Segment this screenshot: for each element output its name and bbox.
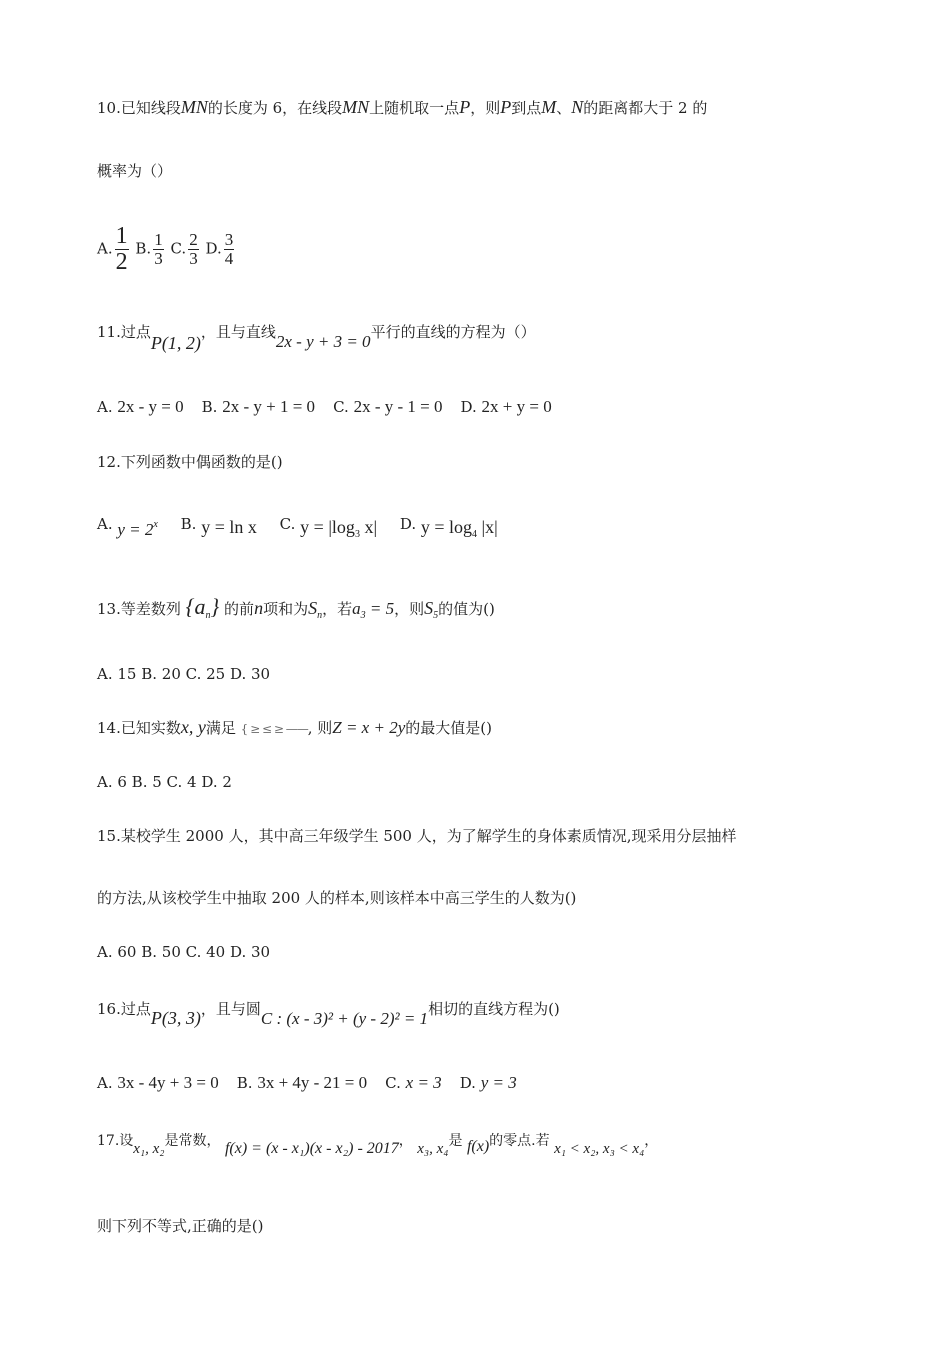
q14-objective: Z = x + 2y (332, 718, 406, 737)
q16-stem (97, 999, 560, 1028)
q10-point-m: M (541, 97, 557, 117)
q13-text-3: 项和为 (263, 600, 309, 618)
q17-text-6: ， (644, 1133, 659, 1149)
q12-option-d-label: D. (399, 515, 417, 533)
q13-text-4: ，若 (322, 600, 353, 618)
q11-option-c-label: C. (333, 398, 349, 416)
q10-text-5: 到点 (511, 99, 542, 117)
q10-option-b-label: B. (135, 239, 152, 258)
q10-option-b-fraction: $\frac{1}{3}$ (154, 230, 163, 269)
q12-option-d: $y = \log_4 |x|$ (420, 517, 498, 540)
q16-option-c-label: C. (385, 1074, 401, 1092)
q13-text-1: 13.等差数列 (97, 600, 181, 618)
q16-circle-equation: C : (x - 3)² + (y - 2)² = 1 (260, 1009, 429, 1028)
q10-option-c-label: C. (170, 239, 187, 258)
q10-segment-mn: MN (180, 97, 208, 117)
q10-text-4: ，则 (470, 99, 501, 117)
q15-options: A. 60 B. 50 C. 40 D. 30 (97, 943, 271, 961)
q13-a3: $a_3 = 5$ (352, 599, 395, 621)
q13-text-6: 的值为() (438, 600, 495, 618)
q16-option-a-label: A. (97, 1074, 113, 1092)
q16-text-3: 相切的直线方程为() (428, 1000, 560, 1018)
q17-stem-line1 (97, 1133, 659, 1157)
q11-text-2: ，且与直线 (200, 323, 276, 341)
q16-option-b-label: B. (236, 1074, 253, 1092)
q15-stem-line1: 15.某校学生 2000 人，其中高三年级学生 500 人，为了解学生的身体素质情况,现采用分层抽样 (97, 827, 737, 845)
q16-option-a: 3x - 4y + 3 = 0 (117, 1073, 219, 1092)
q17-text-4: 是 (448, 1133, 463, 1149)
q11-option-b-label: B. (201, 398, 218, 416)
q16-option-b: 3x + 4y - 21 = 0 (257, 1073, 368, 1092)
q12-option-b-label: B. (180, 515, 197, 533)
q14-stem (97, 718, 492, 736)
q11-point: P(1, 2) (150, 333, 201, 353)
q10-segment-mn-2: MN (342, 97, 370, 117)
q12-option-c-label: C. (279, 515, 296, 533)
q10-options (97, 224, 236, 275)
q14-options: A. 6 B. 5 C. 4 D. 2 (97, 773, 232, 791)
q10-text-6: 的距离都大于 2 的 (583, 99, 708, 117)
q12-option-c: $y = |\log_3$ x| (300, 517, 378, 540)
q10-option-d-fraction: $\frac{3}{4}$ (224, 230, 234, 269)
q10-text-1: 10.已知线段 (97, 99, 181, 117)
q11-text-1: 11.过点 (97, 323, 151, 341)
q10-separator: 、 (556, 99, 572, 117)
q10-text-3: 上随机取一点 (369, 99, 460, 117)
q17-function: f(x) = (x - x₁)(x - x₂) - 2017 (224, 1140, 399, 1157)
q14-text-1: 14.已知实数 (97, 719, 181, 737)
q13-options: A. 15 B. 20 C. 25 D. 30 (97, 665, 271, 683)
q12-option-b: y = ln x (201, 517, 257, 537)
q11-line-equation: 2x - y + 3 = 0 (275, 332, 371, 351)
q11-option-d-label: D. (460, 398, 477, 416)
q13-sum-sn: $S_n$ (308, 598, 323, 621)
q16-option-c: x = 3 (405, 1073, 442, 1092)
q12-stem: 12.下列函数中偶函数的是() (97, 453, 283, 471)
q10-stem-line2: 概率为（） (97, 162, 173, 180)
q16-option-d: y = 3 (480, 1073, 517, 1092)
q13-s5: $S_5$ (424, 598, 439, 621)
q14-vars: x, y (180, 717, 206, 737)
q10-point-n: N (571, 97, 584, 117)
q17-stem-line2: 则下列不等式,正确的是() (97, 1217, 264, 1235)
q12-option-a: $y = 2^x$ (117, 519, 158, 539)
q11-stem (97, 322, 536, 353)
q11-option-a: 2x - y = 0 (117, 397, 184, 416)
q16-options (97, 1074, 517, 1091)
q14-text-2: 满足 (205, 719, 236, 737)
q12-option-a-label: A. (97, 515, 113, 533)
q14-constraint-system: { ≥ ≤ ≥ —— (240, 722, 308, 736)
q13-var-n: n (254, 598, 264, 618)
q10-option-a-label: A. (97, 239, 113, 258)
q12-options (97, 514, 498, 540)
q11-option-d: 2x + y = 0 (481, 397, 552, 416)
q10-option-c-fraction: $\frac{2}{3}$ (189, 230, 198, 269)
q10-point-p: P (459, 97, 471, 117)
q16-option-d-label: D. (459, 1074, 476, 1092)
q11-option-a-label: A. (97, 398, 113, 416)
q17-function-ref: f(x) (466, 1138, 490, 1155)
q17-text-5: 的零点.若 (489, 1133, 550, 1149)
q10-option-a-fraction: $\frac{1}{2}$ (115, 223, 128, 276)
q17-zeros: x₃, x₄ (417, 1141, 449, 1157)
q10-stem-line1 (97, 98, 707, 116)
q11-options (97, 398, 552, 415)
q17-text-2: 是常数， (164, 1133, 221, 1149)
q16-text-1: 16.过点 (97, 1000, 151, 1018)
q13-text-5: ，则 (394, 600, 425, 618)
q17-text-3: ， (398, 1133, 413, 1149)
q14-text-3: , 则 (307, 719, 333, 737)
q11-option-b: 2x - y + 1 = 0 (222, 397, 316, 416)
q13-text-2: 的前 (224, 600, 255, 618)
q15-stem-line2: 的方法,从该校学生中抽取 200 人的样本,则该样本中高三学生的人数为() (97, 889, 577, 907)
q13-sequence: $\{a_n\}$ (185, 594, 220, 621)
q16-text-2: ，且与圆 (200, 1000, 261, 1018)
q13-stem (97, 596, 495, 621)
q14-text-4: 的最大值是() (405, 719, 492, 737)
q11-text-3: 平行的直线的方程为（） (370, 323, 536, 341)
q17-text-1: 17.设 (97, 1133, 134, 1149)
q11-option-c: 2x - y - 1 = 0 (353, 397, 443, 416)
q10-point-p-2: P (500, 97, 512, 117)
q17-constants: x₁, x₂ (133, 1141, 165, 1157)
q10-text-2: 的长度为 6，在线段 (207, 99, 343, 117)
q10-option-d-label: D. (205, 239, 222, 258)
q17-conditions: x₁ < x₂, x₃ < x₄ (554, 1141, 645, 1157)
q16-point: P(3, 3) (150, 1008, 201, 1028)
